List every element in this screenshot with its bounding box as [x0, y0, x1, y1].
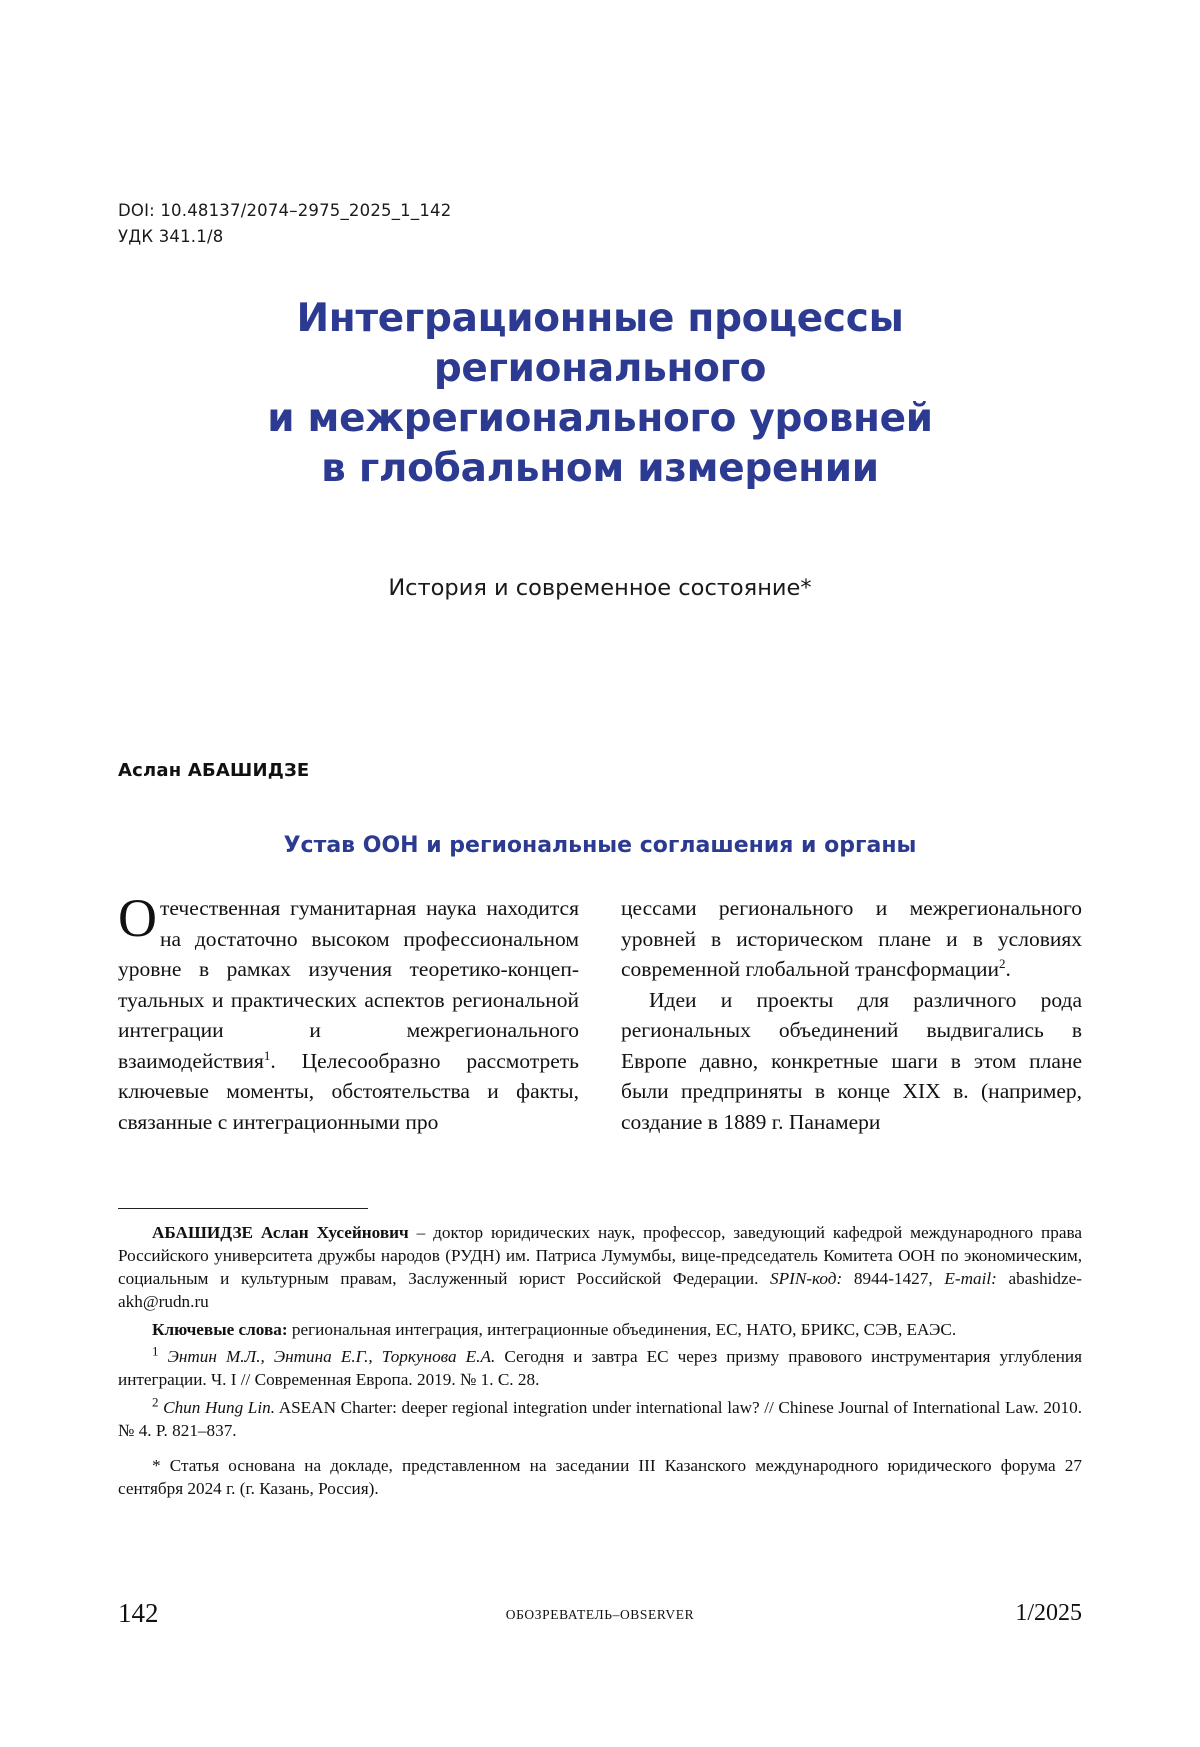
section-heading: Устав ООН и региональные соглашения и органы: [283, 833, 917, 858]
body-columns: [118, 888, 1082, 1137]
footnote-divider: [118, 1208, 368, 1209]
footnote-1: [118, 1343, 1082, 1392]
paragraph-1-text: течественная гуманитарная наука находится на достаточно высоком профессиональном уровне в рамках изучения теоретико-концептуальных и практических аспектов региональной интеграции и межрегионального взаимодействия: [118, 896, 579, 1073]
paragraph-2: [621, 893, 1082, 985]
paragraph-3: Идеи и проекты для различного рода региональных объединений выдвигались в Европе давно, конкретные шаги в этом плане были предприняты в конце XIX в. (например, создание в 1889 г. Панамери: [621, 987, 1082, 1134]
paragraph-2-tail: .: [1005, 957, 1011, 982]
footnote-star-marker: *: [152, 1455, 161, 1475]
column-left: [118, 888, 579, 1137]
column-right: [621, 893, 1082, 1137]
identifier-block: [118, 198, 451, 249]
email-label: E-mail:: [944, 1268, 997, 1288]
author-byline: Аслан АБАШИДЗЕ: [118, 760, 310, 781]
footnote-2-authors: Chun Hung Lin.: [163, 1398, 276, 1418]
footnote-1-authors: Энтин М.Л., Энтина Е.Г., Торкунова Е.А.: [167, 1347, 496, 1367]
footnote-star-text: Статья основана на докладе, представленном на заседании III Казанского международного юридического форума 27 сентября 2024 г. (г. Казань, Россия).: [118, 1455, 1082, 1498]
title-line-4: в глобальном измерении: [321, 445, 879, 491]
title-line-3: и межрегионального уровней: [267, 395, 933, 441]
issue-number: 1/2025: [1015, 1600, 1082, 1626]
footnote-1-marker: 1: [152, 1343, 159, 1359]
drop-cap: О: [118, 888, 157, 948]
page-subtitle: История и современное состояние*: [388, 575, 812, 601]
page-footer: [118, 1598, 1082, 1632]
footnotes-block: [118, 1222, 1082, 1506]
spin-label: SPIN-код:: [770, 1268, 843, 1288]
author-bio-text: – доктор юридических наук, профессор, заведующий кафедрой международного права Российского университета дружбы народов (РУДН) им. Патриса Лумумбы, вице-председатель Комитета ООН по экономическим, социальным и культурным правам, Заслуженный юрист Российской Федерации.: [118, 1223, 1082, 1288]
keywords-label: Ключевые слова:: [152, 1319, 288, 1339]
footnote-1-text: Сегодня и завтра ЕС через призму правового инструментария углубления интеграции. Ч. I // Современная Европа. 2019. № 1. С. 28.: [118, 1347, 1082, 1390]
footnote-ref-2[interactable]: 2: [998, 955, 1006, 971]
footnote-ref-1[interactable]: 1: [263, 1047, 271, 1063]
email-value[interactable]: abashidze-akh@rudn.ru: [118, 1268, 1083, 1311]
doi-line: DOI: 10.48137/2074–2975_2025_1_142: [118, 201, 452, 220]
journal-name: ОБОЗРЕВАТЕЛЬ–OBSERVER: [505, 1607, 695, 1622]
footnote-2-text: ASEAN Charter: deeper regional integration under international law? // Chinese Journal of International Law. 2010. № 4. P. 821–837.: [118, 1398, 1083, 1440]
title-line-1: Интеграционные процессы: [296, 296, 904, 342]
author-bio: [118, 1222, 1082, 1314]
author-bio-name: АБАШИДЗЕ Аслан Хусейнович: [152, 1223, 409, 1242]
keywords-text: региональная интеграция, интеграционные объединения, ЕС, НАТО, БРИКС, СЭВ, ЕАЭС.: [287, 1319, 957, 1339]
paragraph-2-text: цессами регионального и межрегионального уровней в историческом плане и в условиях современной глобальной трансформации: [621, 896, 1082, 982]
paragraph-1: [118, 888, 579, 1137]
footnote-2-marker: 2: [152, 1394, 159, 1410]
footnote-star: [118, 1455, 1082, 1501]
udk-line: УДК 341.1/8: [118, 226, 224, 246]
paragraph-1-tail: . Целесообразно рассмотреть ключевые моменты, обстоятельства и факты, связанные с интеграционными про: [118, 1048, 579, 1134]
keywords: [118, 1319, 1082, 1342]
title-line-2: регионального: [433, 346, 767, 392]
page-title: [118, 294, 1082, 494]
page-content: [118, 0, 1082, 1747]
spin-value: 8944-1427,: [842, 1268, 945, 1288]
page-number: 142: [118, 1598, 159, 1628]
footnote-2: [118, 1394, 1083, 1443]
